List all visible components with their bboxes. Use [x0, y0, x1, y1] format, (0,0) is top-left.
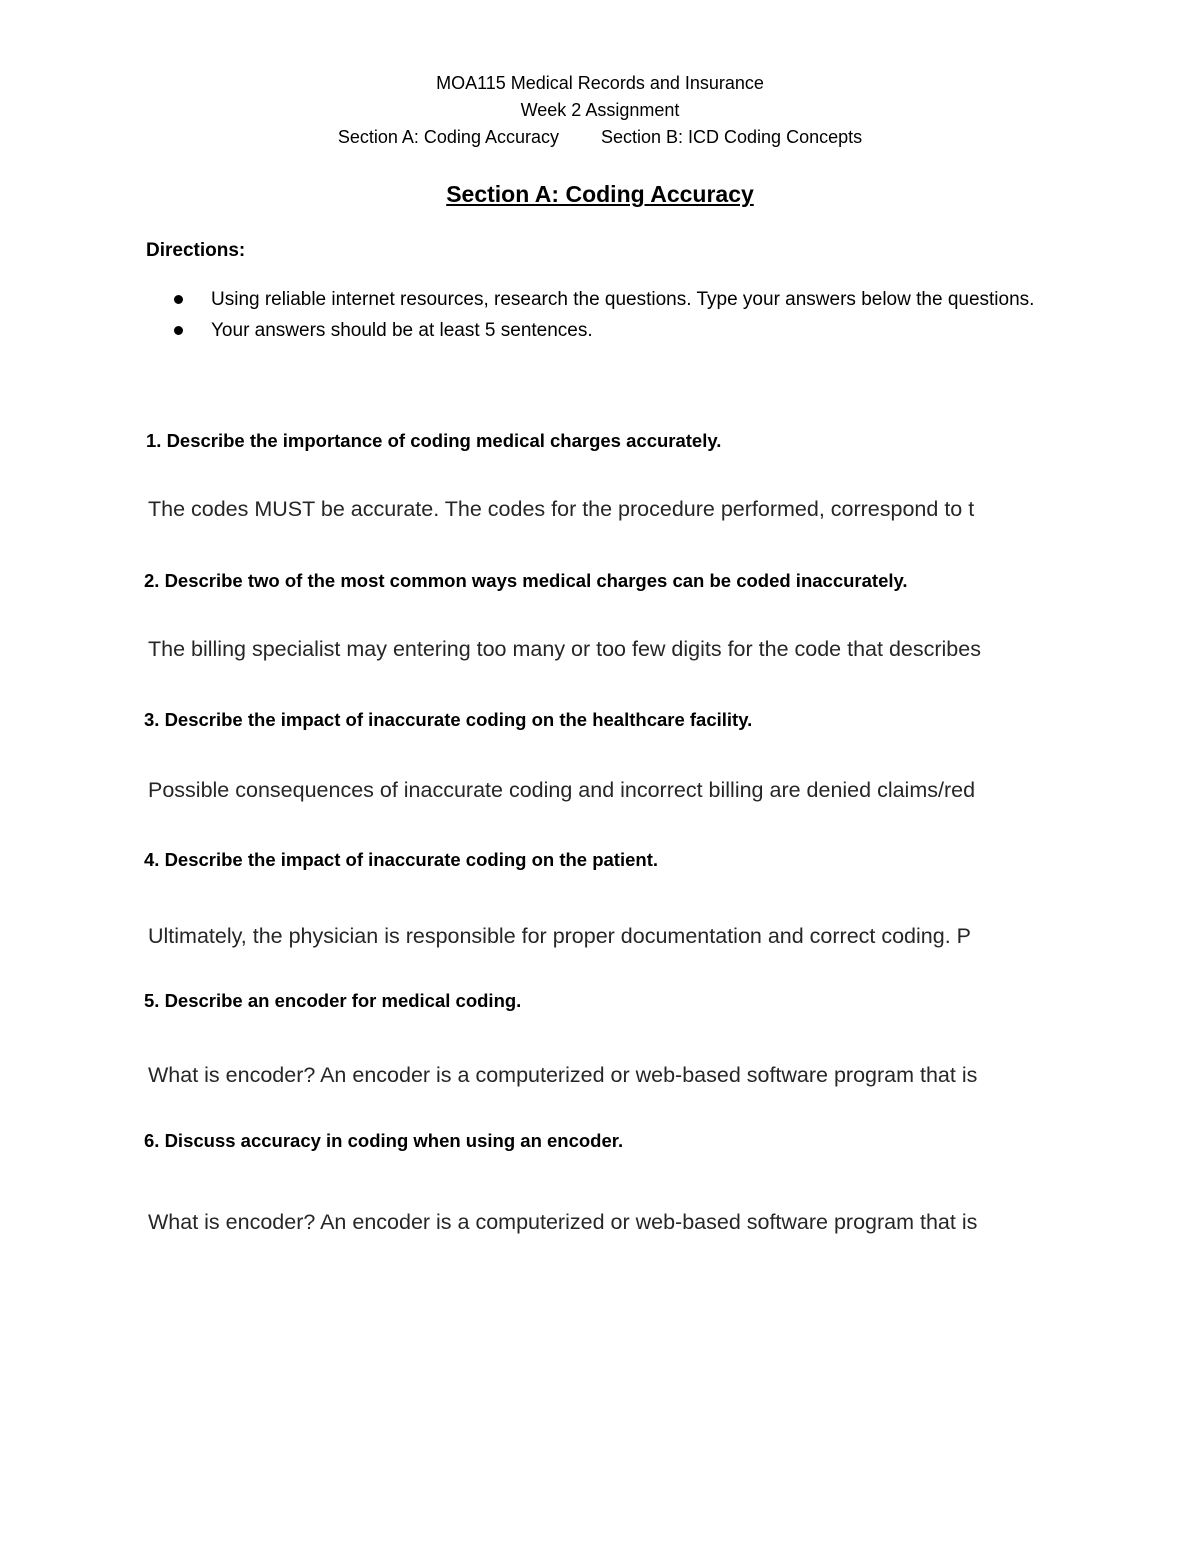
- section-b-label: Section B: ICD Coding Concepts: [600, 127, 863, 147]
- answer-3: Possible consequences of inaccurate coding and incorrect billing are denied claims/red: [148, 778, 976, 802]
- section-list: [0, 126, 1200, 148]
- bullet-icon: [174, 326, 183, 335]
- question-4: 4. Describe the impact of inaccurate coding on the patient.: [144, 849, 658, 870]
- answer-2: The billing specialist may entering too many or too few digits for the code that describes: [148, 637, 981, 661]
- directions-bullet: Using reliable internet resources, research the questions. Type your answers below the questions.: [146, 284, 1066, 315]
- bullet-icon: [174, 295, 183, 304]
- question-2: 2. Describe two of the most common ways medical charges can be coded inaccurately.: [144, 570, 908, 591]
- section-heading: Section A: Coding Accuracy: [446, 181, 754, 207]
- course-title: MOA115 Medical Records and Insurance: [436, 73, 764, 93]
- answer-4: Ultimately, the physician is responsible for proper documentation and correct coding. P: [148, 924, 971, 948]
- directions-bullet: Your answers should be at least 5 sentences.: [146, 315, 1066, 346]
- assignment-title: Week 2 Assignment: [520, 100, 680, 120]
- directions-list: [146, 284, 1066, 346]
- question-5: 5. Describe an encoder for medical coding.: [144, 990, 522, 1011]
- answer-5: What is encoder? An encoder is a computerized or web-based software program that is: [148, 1063, 978, 1087]
- question-1: 1. Describe the importance of coding medical charges accurately.: [146, 430, 722, 451]
- question-6: 6. Discuss accuracy in coding when using an encoder.: [144, 1130, 624, 1151]
- answer-1: The codes MUST be accurate. The codes for the procedure performed, correspond to t: [148, 497, 975, 521]
- directions-label: Directions:: [146, 240, 246, 261]
- section-a-label: Section A: Coding Accuracy: [337, 127, 559, 147]
- answer-6: What is encoder? An encoder is a computerized or web-based software program that is: [148, 1210, 978, 1234]
- question-3: 3. Describe the impact of inaccurate coding on the healthcare facility.: [144, 709, 753, 730]
